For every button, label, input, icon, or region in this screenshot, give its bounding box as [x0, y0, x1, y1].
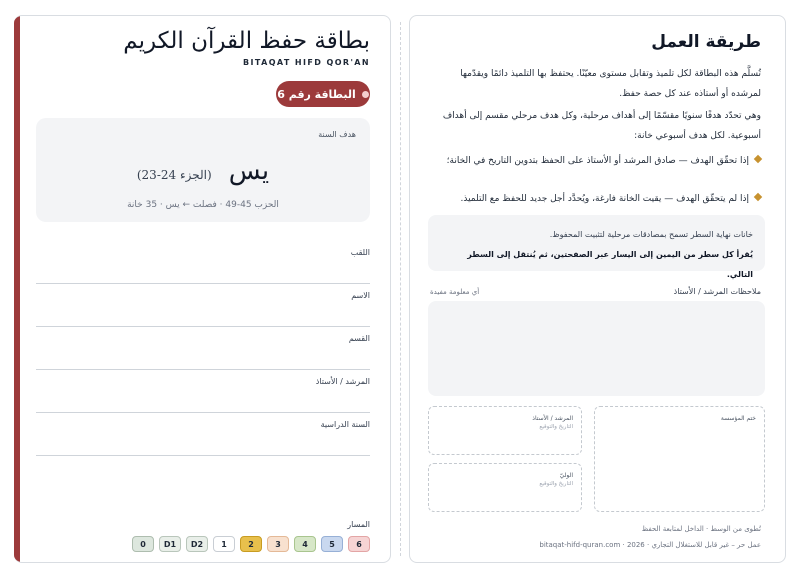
diamond-bullet-icon [754, 155, 762, 163]
note-line-1: خانات نهاية السطر تسمح بمصادقات مرحلية لتثبيت المحفوظ. [549, 230, 753, 239]
reading-note [428, 215, 765, 279]
notes-area[interactable] [428, 301, 765, 396]
notes-hint: أي معلومة مفيدة [430, 288, 480, 296]
bullet-not-achieved [432, 190, 761, 208]
memorization-card [14, 15, 391, 563]
field-school-year[interactable] [36, 413, 370, 456]
card-accent-bar [14, 16, 20, 562]
badge-label: البطاقة رقم 6 [277, 87, 356, 101]
field-surname[interactable] [36, 241, 370, 284]
goal-surah: يس [228, 156, 270, 186]
field-label: القسم [348, 334, 370, 343]
diamond-bullet-icon [754, 193, 762, 201]
card-title-latin: BITAQAT HIFD QOR'AN [243, 58, 370, 67]
level-path [132, 536, 370, 552]
teacher-signature-box[interactable] [428, 406, 582, 455]
instructions-heading: طريقة العمل [651, 32, 761, 52]
field-teacher[interactable] [36, 370, 370, 413]
fold-line [400, 22, 401, 556]
bullet-achieved [432, 152, 761, 170]
instructions-card [409, 15, 786, 563]
bullet-text: إذا تحقّق الهدف — صادق المرشد أو الأستاذ على الحفظ بتدوين التاريخ في الخانة؛ [446, 156, 749, 166]
guardian-signature-sub: التاريخ والتوقيع [539, 481, 573, 487]
instructions-para-1: تُسلَّم هذه البطاقة لكل تلميذ وتقابل مستوى معيّنًا. يحتفظ بها التلميذ دائمًا ويقدّمها لمرشده أو أستاذه عند كل حصة حفظ. [460, 69, 761, 99]
note-line-2: يُقرأ كل سطر من اليمين إلى اليسار عبر الصفحتين، ثم يُنتقل إلى السطر التالي. [467, 250, 753, 279]
badge-dot-icon [362, 91, 369, 98]
teacher-signature-sub: التاريخ والتوقيع [539, 424, 573, 430]
level-chip[interactable]: D1 [159, 536, 181, 552]
field-label: الاسم [351, 291, 370, 300]
field-label: اللقب [350, 248, 370, 257]
goal-juz: (الجزء 24-23) [136, 168, 212, 182]
level-chip[interactable]: 4 [294, 536, 316, 552]
bullet-text: إذا لم يتحقّق الهدف — يقيت الخانة فارغة، ويُحدَّد أجل جديد للحفظ مع التلميذ. [460, 194, 749, 204]
goal-detail: الحزب 45-49 · فصلت ← يس · 35 خانة [127, 200, 279, 210]
field-label: المرشد / الأستاذ [315, 377, 370, 386]
stamp-label: ختم المؤسسة [720, 415, 756, 422]
level-chip[interactable]: 3 [267, 536, 289, 552]
level-chip[interactable]: 0 [132, 536, 154, 552]
goal-main [36, 156, 370, 186]
field-label: السنة الدراسية [320, 420, 370, 429]
goal-label: هدف السنة [318, 130, 356, 139]
institution-stamp-box[interactable] [594, 406, 765, 512]
guardian-signature-box[interactable] [428, 463, 582, 512]
yearly-goal-box [36, 118, 370, 222]
level-chip[interactable]: D2 [186, 536, 208, 552]
teacher-signature-label: المرشد / الأستاذ [532, 415, 573, 422]
field-name[interactable] [36, 284, 370, 327]
level-chip[interactable]: 1 [213, 536, 235, 552]
card-number-badge [276, 81, 370, 107]
level-chip[interactable]: 5 [321, 536, 343, 552]
level-chip[interactable]: 6 [348, 536, 370, 552]
level-chip[interactable]: 2 [240, 536, 262, 552]
field-class[interactable] [36, 327, 370, 370]
card-title-arabic: بطاقة حفظ القرآن الكريم [123, 28, 370, 54]
notes-label: ملاحظات المرشد / الأستاذ [673, 287, 761, 296]
license-footer: عمل حر – غير قابل للاستغلال التجاري · bitaqat-hifd-quran.com · 2026 [539, 541, 761, 549]
instructions-para-2: وهي تحدّد هدفًا سنويًا مقسّمًا إلى أهداف مرحلية، وكل هدف مرحلي مقسم إلى أهداف أسبوعية. لكل هدف أسبوعي خانة: [442, 111, 761, 141]
fold-instruction: تُطوى من الوسط · الداخل لمتابعة الحفظ [641, 525, 761, 533]
path-label: المسار [347, 520, 370, 529]
guardian-signature-label: الوليّ [559, 472, 573, 479]
